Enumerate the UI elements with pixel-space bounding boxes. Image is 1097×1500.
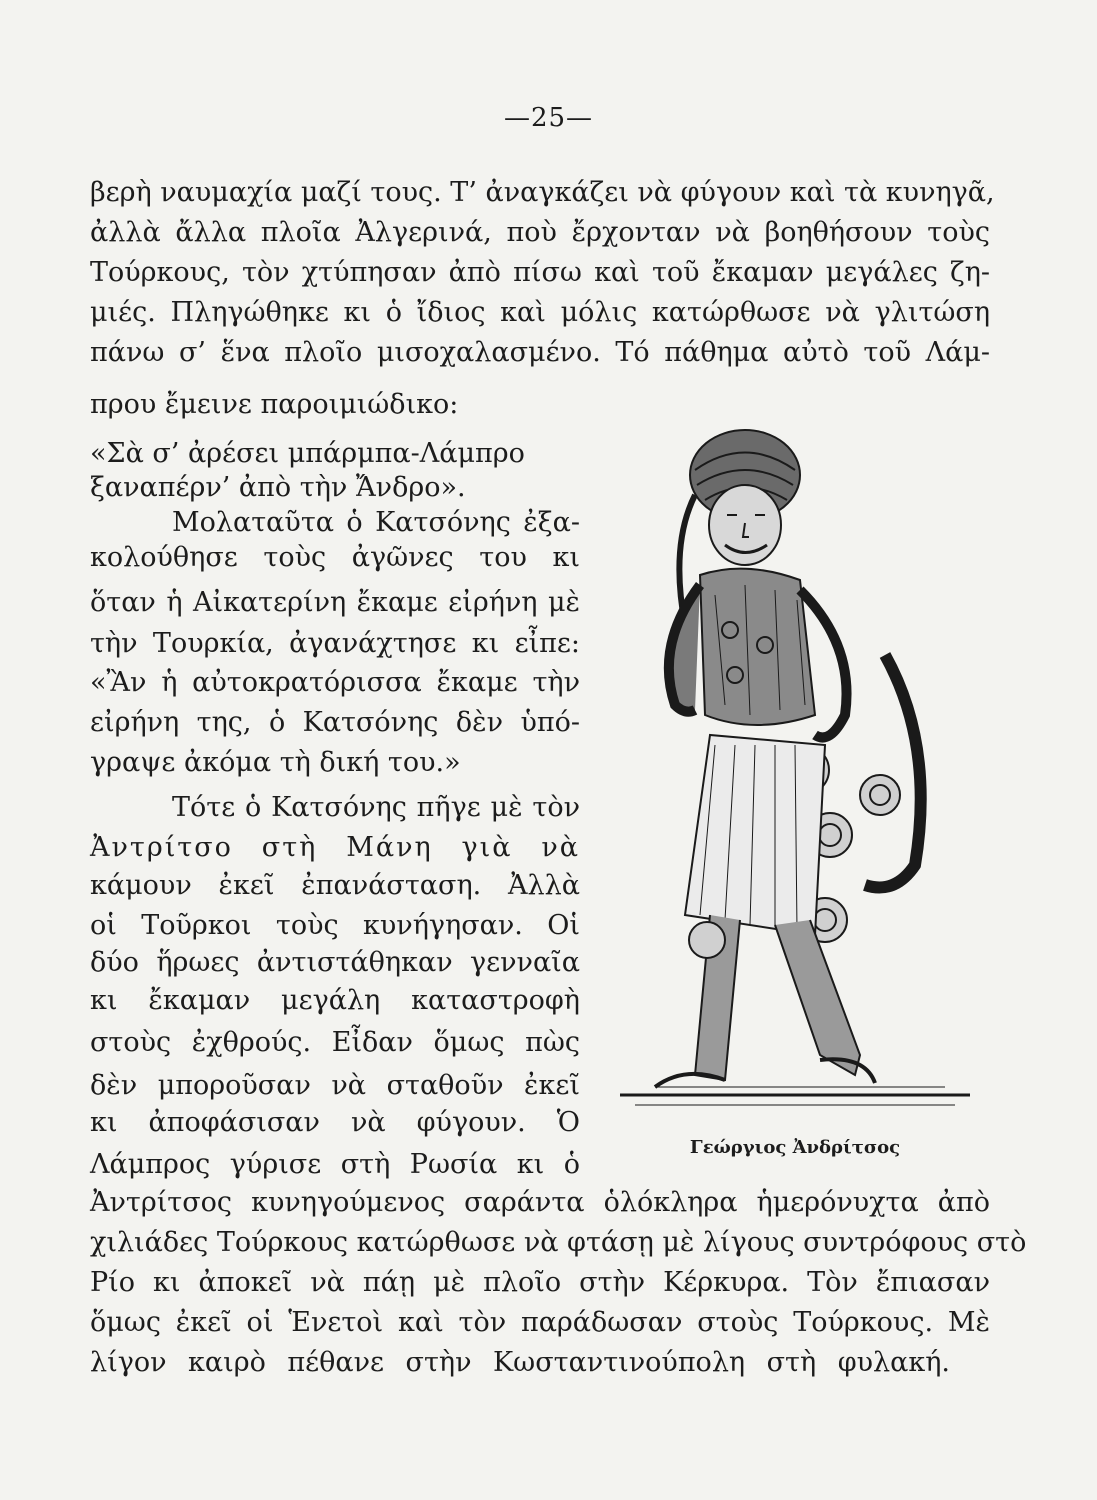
quote-line: γραψε ἀκόμα τὴ δική του.» [90,747,461,778]
text-line: κι ἀποφάσισαν νὰ φύγουν. Ὁ [90,1107,580,1138]
text-line: ὅμως ἐκεῖ οἱ Ἑνετοὶ καὶ τὸν παράδωσαν στοὺς Τούρκους. Μὲ [90,1307,990,1338]
text-line: δὲν μποροῦσαν νὰ σταθοῦν ἐκεῖ [90,1070,580,1101]
text-line: ὅταν ἡ Αἰκατερίνη ἔκαμε εἰρήνη μὲ [90,587,580,618]
text-line: Λάμπρος γύρισε στὴ Ρωσία κι ὁ [90,1149,580,1180]
text-line: Μολαταῦτα ὁ Κατσόνης ἐξα- [172,507,580,538]
text-line: χιλιάδες Τούρκους κατώρθωσε νὰ φτάσῃ μὲ λίγους συντρόφους στὸ [90,1227,1027,1258]
portrait-engraving [615,415,975,1115]
text-line: οἱ Τοῦρκοι τοὺς κυνήγησαν. Οἱ [90,910,580,941]
text-line: δύο ἥρωες ἀντιστάθηκαν γενναῖα [90,947,580,978]
quote-line: ξαναπέρν’ ἀπὸ τὴν Ἄνδρο». [90,472,466,503]
text-line: Τούρκους, τὸν χτύπησαν ἀπὸ πίσω καὶ τοῦ ἔκαμαν μεγάλες ζη- [90,257,990,288]
text-line: βερὴ ναυμαχία μαζί τους. Τ’ ἀναγκάζει νὰ φύγουν καὶ τὰ κυνηγᾶ, [90,177,995,208]
text-line: Ρίο κι ἀποκεῖ νὰ πάῃ μὲ πλοῖο στὴν Κέρκυρα. Τὸν ἔπιασαν [90,1267,990,1298]
text-line: μιές. Πληγώθηκε κι ὁ ἴδιος καὶ μόλις κατώρθωσε νὰ γλιτώση [90,297,990,328]
page-number: —25— [503,103,594,133]
text-line: πάνω σ’ ἕνα πλοῖο μισοχαλασμένο. Τό πάθημα αὐτὸ τοῦ Λάμ- [90,337,990,368]
text-line: κολούθησε τοὺς ἀγῶνες του κι [90,542,580,573]
text-line: κάμουν ἐκεῖ ἐπανάσταση. Ἀλλὰ [90,870,580,901]
text-line: λίγον καιρὸ πέθανε στὴν Κωσταντινούπολη στὴ φυλακή. [90,1347,950,1378]
text-line: τὴν Τουρκία, ἀγανάχτησε κι εἶπε: [90,628,580,659]
text-line: Ἀντρίτσος κυνηγούμενος σαράντα ὁλόκληρα ἡμερόνυχτα ἀπὸ [90,1187,990,1218]
quote-line: εἰρήνη της, ὁ Κατσόνης δὲν ὑπό- [90,707,580,738]
text-line: ἀλλὰ ἄλλα πλοῖα Ἀλγερινά, ποὺ ἔρχονταν νὰ βοηθήσουν τοὺς [90,217,990,248]
text-line: κι ἔκαμαν μεγάλη καταστροφὴ [90,985,580,1016]
quote-line: «Σὰ σ’ ἀρέσει μπάρμπα-Λάμπρο [90,438,525,469]
text-line: στοὺς ἐχθρούς. Εἶδαν ὅμως πὼς [90,1027,580,1058]
text-line: Τότε ὁ Κατσόνης πῆγε μὲ τὸν [172,792,580,823]
text-line: Ἀντρίτσο στὴ Μάνη γιὰ νὰ [90,832,580,863]
quote-line: «Ἂν ἡ αὐτοκρατόρισσα ἔκαμε τὴν [90,667,580,698]
text-line: πρου ἔμεινε παροιμιώδικο: [90,389,459,420]
illustration-caption: Γεώργιος Ἀνδρίτσος [689,1137,901,1158]
